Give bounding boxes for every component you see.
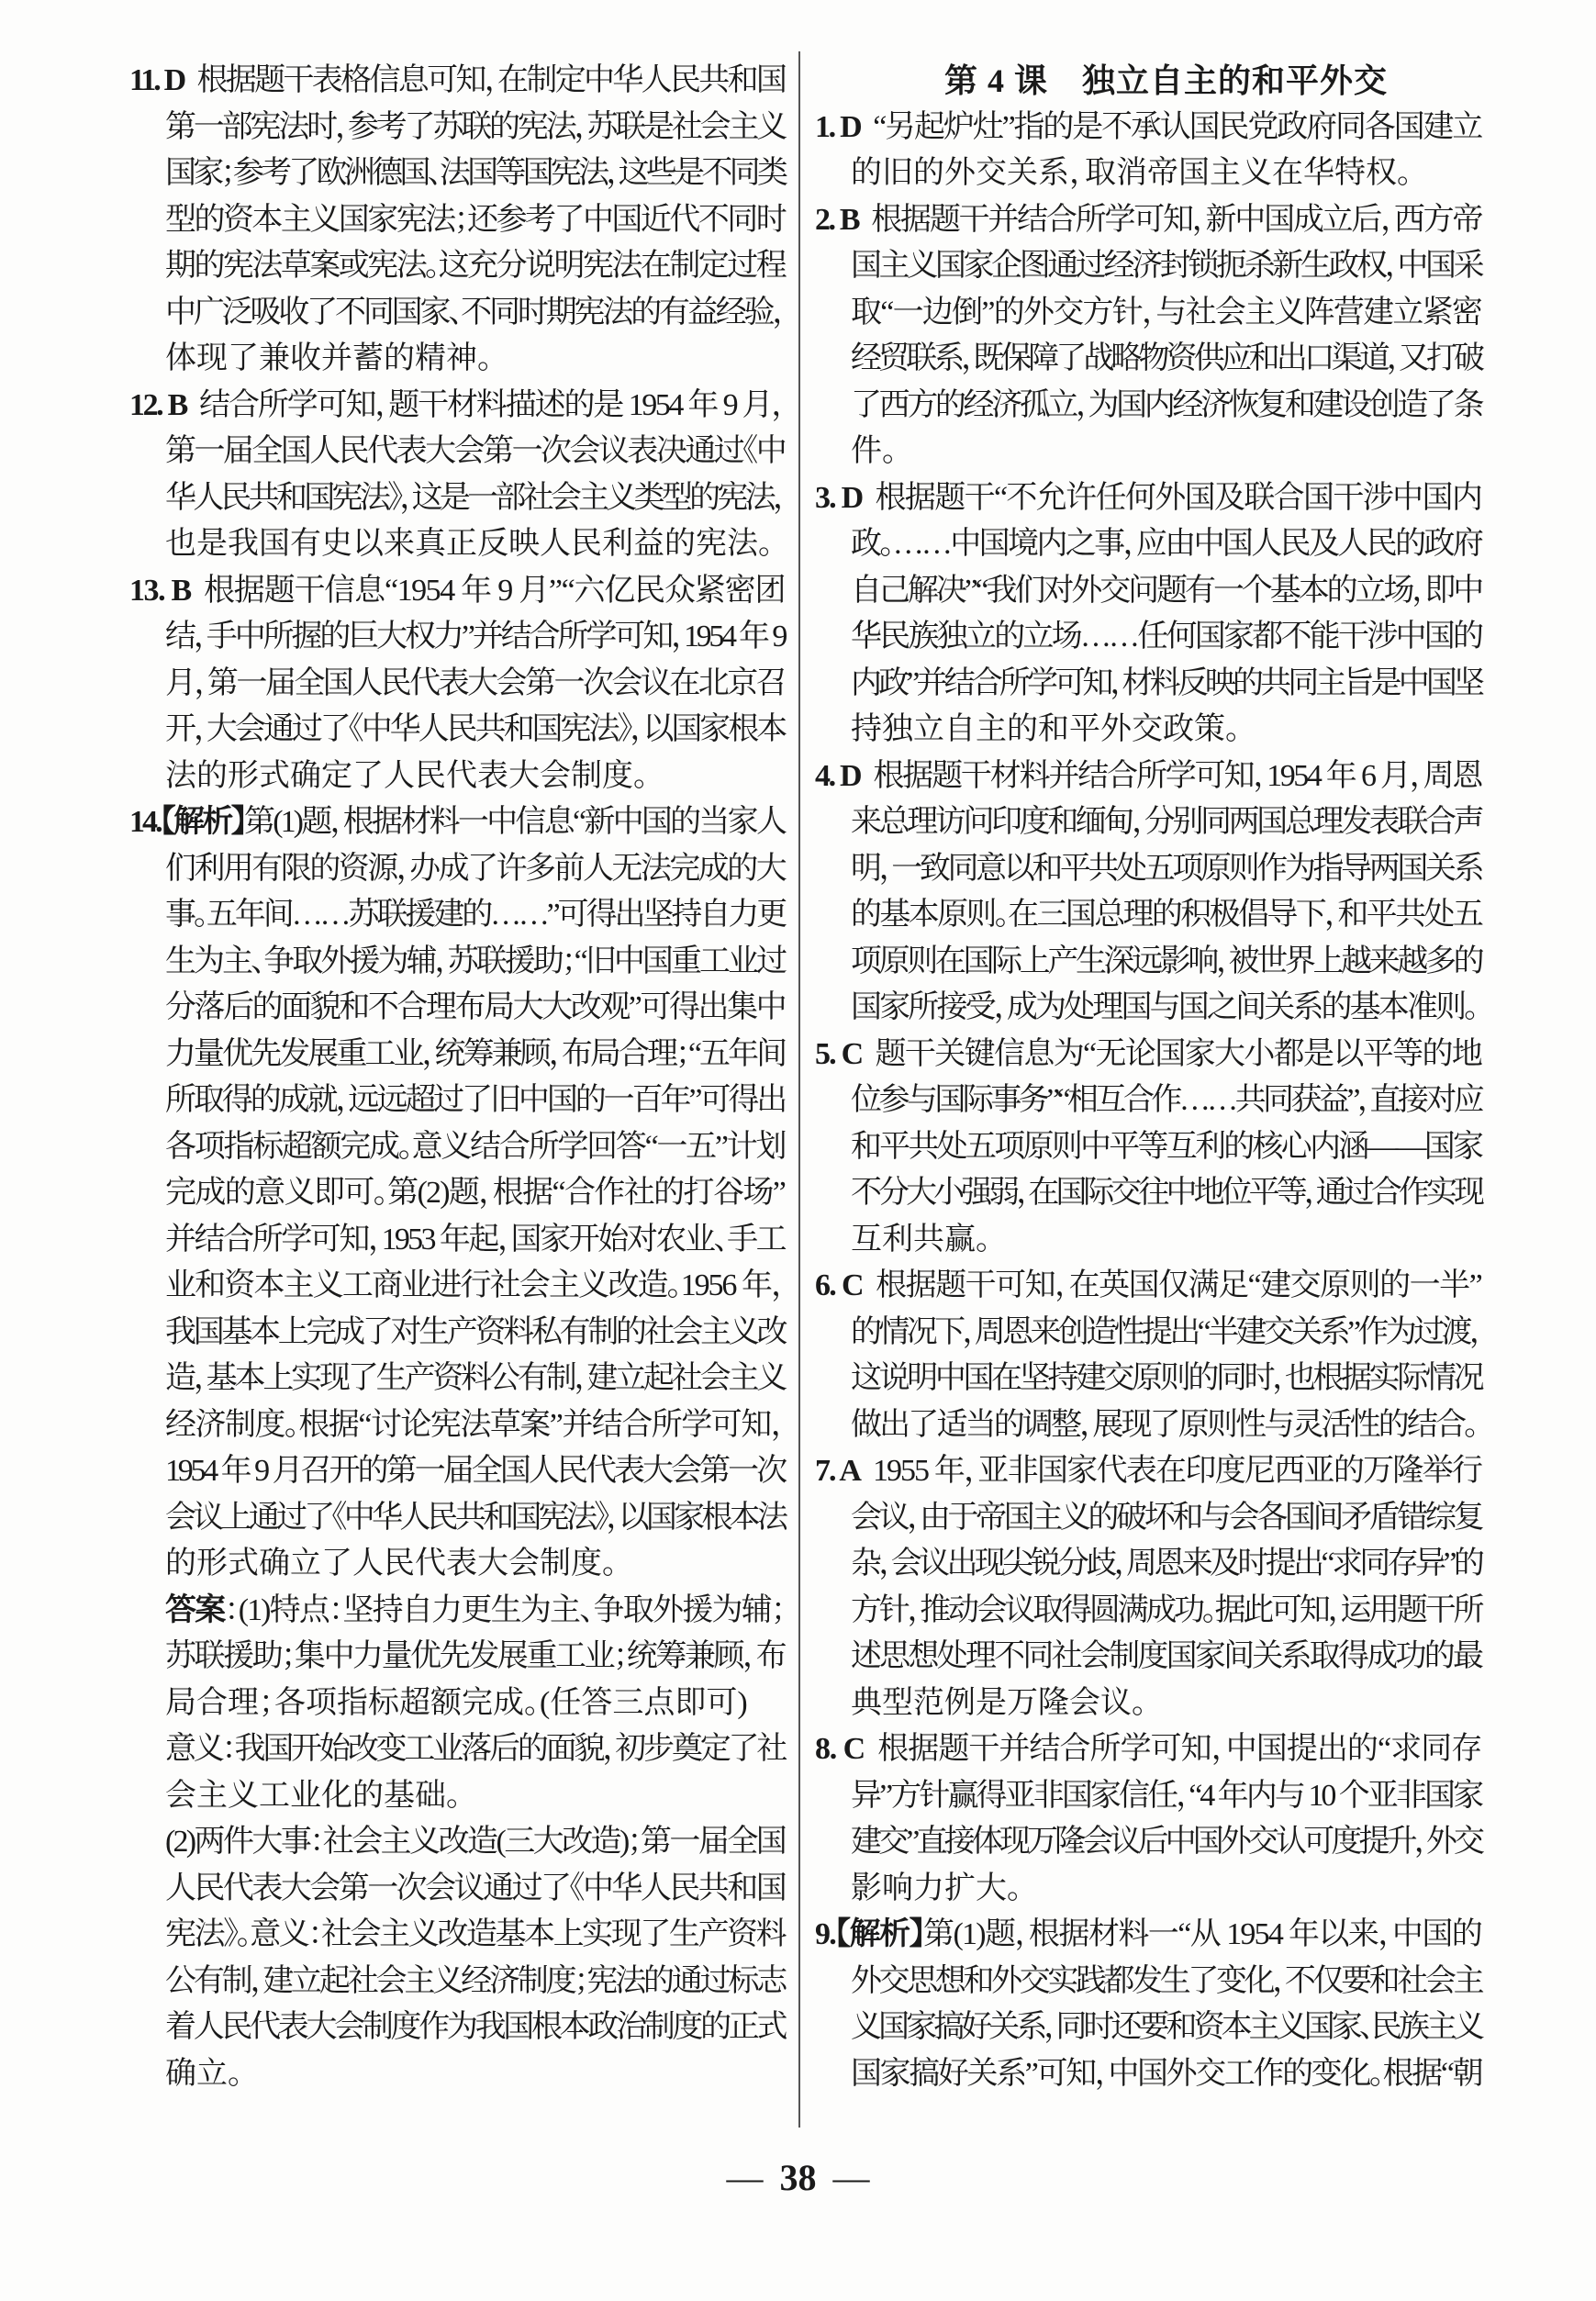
text-line [165, 1356, 785, 1402]
line-text: 分落后的面貌和不合理布局大大改观”可得出集中 [165, 990, 785, 1024]
text-line [129, 568, 785, 615]
line-text: 法的形式确定了人民代表大会制度。 [165, 758, 649, 793]
answer-item [815, 475, 1481, 754]
line-text: 结，手中所握的巨大权力”并结合所学可知，1954 年 9 [165, 620, 785, 653]
page-number: 38 [779, 2157, 817, 2198]
text-line [851, 799, 1481, 846]
text-line [165, 151, 785, 197]
line-text: 国主义国家企图通过经济封锁扼杀新生政权，中国采 [851, 249, 1481, 283]
text-line [165, 846, 785, 893]
text-line [165, 1912, 785, 1959]
text-line [851, 1078, 1481, 1124]
text-line [165, 1634, 785, 1681]
text-line [165, 521, 785, 568]
text-line [165, 290, 785, 337]
text-line [851, 1959, 1481, 2005]
item-label: 2. B [815, 202, 859, 237]
text-line [165, 754, 785, 800]
line-text: 建交”直接体现万隆会议后中国外交认可度提升，外交 [851, 1825, 1481, 1859]
text-line [851, 1541, 1481, 1588]
text-line [165, 1124, 785, 1171]
page-footer [0, 2155, 1596, 2201]
text-line [851, 614, 1481, 661]
text-line [165, 2005, 785, 2051]
line-text: 会主义工业化的基础。 [165, 1778, 462, 1813]
item-label: 12. B [129, 387, 186, 422]
line-text: 所取得的成就，远远超过了旧中国的一百年”可得出 [165, 1083, 785, 1117]
item-label: 6. C [815, 1268, 863, 1302]
text-line [851, 1634, 1481, 1681]
text-line [815, 1912, 1481, 1959]
line-text: 型的资本主义国家宪法；还参考了中国近代不同时 [165, 202, 785, 237]
line-text: 持独立自主的和平外交政策。 [851, 712, 1241, 746]
line-text: 华民族独立的立场……任何国家都不能干涉中国的 [851, 620, 1481, 653]
text-line [165, 1773, 785, 1820]
text-line [851, 1773, 1481, 1820]
line-text: 件。 [851, 434, 898, 468]
line-text: 国家搞好关系”可知，中国外交工作的变化。根据“朝 [851, 2056, 1481, 2091]
line-text: 根据题干并结合所学可知，新中国成立后，西方帝 [871, 202, 1481, 237]
line-text: 这说明中国在坚持建交原则的同时，也根据实际情况 [851, 1361, 1481, 1395]
text-line [851, 1356, 1481, 1402]
line-text: 苏联援助；集中力量优先发展重工业；统筹兼顾，布 [165, 1639, 785, 1673]
answer-item [129, 58, 785, 383]
answer-item [815, 1726, 1481, 1912]
line-text: 各项指标超额完成。意义结合所学回答“一五”计划 [165, 1129, 785, 1164]
footer-dash-left: — [726, 2157, 764, 2198]
line-text: 政。……中国境内之事，应由中国人民及人民的政府 [851, 527, 1481, 561]
line-text: 义国家搞好关系，同时还要和资本主义国家、民族主义 [851, 2010, 1481, 2044]
line-text: 了西方的经济孤立，为国内经济恢复和建设创造了条 [851, 387, 1481, 422]
line-text: 人民代表大会第一次会议通过了《中华人民共和国 [165, 1871, 785, 1905]
line-text: 中广泛吸收了不同国家、不同时期宪法的有益经验， [165, 295, 785, 330]
line-text: 业和资本主义工商业进行社会主义改造。1956 年， [165, 1268, 785, 1302]
text-line [165, 1866, 785, 1913]
line-text: 造，基本上实现了生产资料公有制，建立起社会主义 [165, 1361, 785, 1395]
text-line [165, 1588, 785, 1635]
line-text: 的情况下，周恩来创造性提出“半建交关系”作为过渡， [851, 1314, 1481, 1349]
text-line [165, 614, 785, 661]
line-text: 结合所学可知，题干材料描述的是 1954 年 9 月， [198, 387, 785, 422]
text-line [165, 1032, 785, 1078]
line-text: 期的宪法草案或宪法。这充分说明宪法在制定过程 [165, 249, 785, 283]
text-line [165, 707, 785, 754]
line-text: (2)两件大事：社会主义改造(三大改造)；第一届全国 [165, 1825, 785, 1859]
line-text: 确立。 [165, 2056, 243, 2091]
line-text: 明，一致同意以和平共处五项原则作为指导两国关系 [851, 851, 1481, 886]
line-text: 第(1)题，根据材料一“从 1954 年以来，中国的 [923, 1917, 1481, 1951]
line-text: 不分大小强弱，在国际交往中地位平等，通过合作实现 [851, 1176, 1481, 1210]
text-line [165, 105, 785, 151]
footer-dash-right: — [832, 2157, 870, 2198]
line-text: 们利用有限的资源，办成了许多前人无法完成的大 [165, 851, 785, 886]
text-line [129, 58, 785, 105]
text-line [165, 1402, 785, 1449]
text-line [815, 475, 1481, 522]
text-line [165, 892, 785, 939]
line-text: ：(1)特点：坚持自力更生为主、争取外援为辅； [224, 1592, 786, 1627]
line-text: 经济制度。根据“讨论宪法草案”并结合所学可知， [165, 1407, 785, 1442]
text-line [851, 1819, 1481, 1866]
answer-item [815, 105, 1481, 197]
line-text: 生为主、争取外援为辅，苏联援助；“旧中国重工业过 [165, 944, 785, 978]
text-line [851, 2051, 1481, 2098]
text-line [851, 1681, 1481, 1727]
answer-item [815, 1032, 1481, 1264]
line-text: 和平共处五项原则中平等互利的核心内涵——国家 [851, 1129, 1481, 1164]
text-line [165, 985, 785, 1032]
text-line [851, 568, 1481, 615]
text-line [851, 939, 1481, 986]
line-text: 也是我国有史以来真正反映人民利益的宪法。 [165, 527, 774, 561]
line-text: 并结合所学可知，1953 年起，国家开始对农业、手工 [165, 1222, 785, 1257]
line-text: 根据题干可知，在英国仅满足“建交原则的一半” [875, 1268, 1481, 1302]
line-text: 影响力扩大。 [851, 1871, 1022, 1905]
line-text: 我国基本上完成了对生产资料私有制的社会主义改 [165, 1314, 785, 1349]
text-line [851, 892, 1481, 939]
line-text: 述思想处理不同社会制度国家间关系取得成功的最 [851, 1639, 1481, 1673]
text-line [165, 1078, 785, 1124]
line-text: 题干关键信息为“无论国家大小都是以平等的地 [875, 1036, 1481, 1071]
text-line [815, 754, 1481, 800]
item-label: 8. C [815, 1732, 865, 1766]
answer-item [129, 383, 785, 568]
text-line [815, 1726, 1481, 1773]
line-text: 的形式确立了人民代表大会制度。 [165, 1547, 618, 1581]
text-line [165, 1959, 785, 2005]
line-text: 的旧的外交关系，取消帝国主义在华特权。 [851, 156, 1412, 190]
answer-item [815, 1448, 1481, 1726]
answer-block [165, 1588, 785, 2098]
line-text: 公有制，建立起社会主义经济制度；宪法的通过标志 [165, 1963, 785, 1998]
text-line [815, 197, 1481, 244]
right-column [815, 58, 1481, 2097]
line-text: 第一部宪法时，参考了苏联的宪法，苏联是社会主义 [165, 109, 785, 144]
line-text: 典型范例是万隆会议。 [851, 1685, 1147, 1720]
item-label: 5. C [815, 1036, 863, 1071]
text-line [129, 383, 785, 430]
line-text: 会议，由于帝国主义的破坏和与会各国间矛盾错综复 [851, 1500, 1481, 1535]
line-text: 内政”并结合所学可知，材料反映的共同主旨是中国坚 [851, 665, 1481, 700]
text-line [851, 290, 1481, 337]
line-text: 根据题干“不允许任何外国及联合国干涉中国内 [875, 480, 1481, 515]
text-line [815, 105, 1481, 151]
text-line [165, 939, 785, 986]
text-line [815, 1032, 1481, 1078]
line-text: 着人民代表大会制度作为我国根本政治制度的正式 [165, 2010, 785, 2044]
line-text: 外交思想和外交实践都发生了变化，不仅要和社会主 [851, 1963, 1481, 1998]
line-text: 开，大会通过了《中华人民共和国宪法》，以国家根本 [165, 712, 785, 746]
item-label: 9.【解析】 [815, 1917, 924, 1951]
line-text: 国家所接受，成为处理国与国之间关系的基本准则。 [851, 990, 1478, 1024]
line-text: 第一届全国人民代表大会第一次会议表决通过《中 [165, 434, 785, 468]
line-text: 经贸联系，既保障了战略物资供应和出口渠道，又打破 [851, 341, 1481, 375]
answer-item [129, 568, 785, 800]
text-line [851, 429, 1481, 475]
text-line [851, 661, 1481, 708]
line-text: 局合理；各项指标超额完成。(任答三点即可) [165, 1685, 748, 1720]
line-text: 位参与国际事务”“相互合作……共同获益”，直接对应 [851, 1083, 1481, 1117]
text-line [165, 1541, 785, 1588]
answer-item [815, 197, 1481, 475]
text-line [815, 1448, 1481, 1495]
text-line [165, 1495, 785, 1542]
text-line [851, 1310, 1481, 1357]
line-text: 项原则在国际上产生深远影响，被世界上越来越多的 [851, 944, 1481, 978]
text-line [851, 1866, 1481, 1913]
text-line [165, 243, 785, 290]
text-line [165, 1310, 785, 1357]
text-line [165, 2051, 785, 2098]
line-text: 1955 年，亚非国家代表在印度尼西亚的万隆举行 [873, 1454, 1481, 1488]
line-text: 方针，推动会议取得圆满成功。据此可知，运用题干所 [851, 1592, 1481, 1627]
item-label: 7. A [815, 1454, 861, 1488]
text-line [165, 1170, 785, 1217]
text-line [851, 1170, 1481, 1217]
line-text: 第(1)题，根据材料一中信息“新中国的当家人 [243, 805, 785, 839]
text-line [165, 661, 785, 708]
text-line [851, 1217, 1481, 1264]
line-text: 根据题干并结合所学可知，中国提出的“求同存 [877, 1732, 1481, 1766]
text-line [851, 1588, 1481, 1635]
line-text: 完成的意义即可。第(2)题，根据“合作社的打谷场” [165, 1176, 785, 1210]
text-line [165, 1217, 785, 1264]
answer-item [815, 754, 1481, 1032]
text-line [851, 521, 1481, 568]
text-line [165, 475, 785, 522]
line-text: “另起炉灶”指的是不承认国民党政府同各国建立 [873, 109, 1481, 144]
text-line [851, 1495, 1481, 1542]
text-line [851, 336, 1481, 383]
line-text: 事。五年间……苏联援建的……”可得出坚持自力更 [165, 898, 785, 932]
line-text: 的基本原则。在三国总理的积极倡导下，和平共处五 [851, 898, 1481, 932]
left-column [129, 58, 786, 2097]
text-line [165, 1681, 785, 1727]
text-line [851, 383, 1481, 430]
answer-item [129, 799, 785, 1588]
line-text: 国家；参考了欧洲德国、法国等国宪法，这些是不同类 [165, 156, 785, 190]
text-line [851, 243, 1481, 290]
line-text: 体现了兼收并蓄的精神。 [165, 341, 493, 375]
line-text: 做出了适当的调整，展现了原则性与灵活性的结合。 [851, 1407, 1478, 1442]
text-line [851, 2005, 1481, 2051]
text-line [165, 1819, 785, 1866]
text-line [851, 846, 1481, 893]
text-line [851, 1402, 1481, 1449]
line-text: 力量优先发展重工业，统筹兼顾，布局合理；“五年间 [165, 1036, 785, 1071]
text-line [165, 336, 785, 383]
item-label: 14.【解析】 [129, 805, 244, 839]
text-line [851, 1124, 1481, 1171]
item-label: 3. D [815, 480, 863, 515]
item-label: 11. D [129, 63, 184, 97]
text-line [851, 707, 1481, 754]
line-text: 自己解决”“我们对外交问题有一个基本的立场，即中 [851, 573, 1481, 608]
line-text: 1954 年 9 月召开的第一届全国人民代表大会第一次 [165, 1454, 785, 1488]
line-text: 意义：我国开始改变工业落后的面貌，初步奠定了社 [165, 1732, 785, 1766]
item-label: 4. D [815, 758, 861, 793]
line-text: 月，第一届全国人民代表大会第一次会议在北京召 [165, 665, 785, 700]
column-divider [798, 51, 800, 2128]
line-text: 取“一边倒”的外交方针，与社会主义阵营建立紧密 [851, 295, 1481, 330]
line-text: 异”方针赢得亚非国家信任，“4 年内与 10 个亚非国家 [851, 1778, 1481, 1813]
line-text: 互利共赢。 [851, 1222, 991, 1257]
line-text: 宪法》。意义：社会主义改造基本上实现了生产资料 [165, 1917, 785, 1951]
line-text: 根据题干信息“1954 年 9 月”“六亿民众紧密团 [203, 573, 785, 608]
answer-key-label: 答案 [165, 1592, 225, 1627]
text-line [165, 1726, 785, 1773]
item-label: 1. D [815, 109, 861, 144]
text-line [851, 985, 1481, 1032]
text-line [165, 1448, 785, 1495]
text-line [165, 197, 785, 244]
line-text: 根据题干表格信息可知，在制定中华人民共和国 [196, 63, 785, 97]
line-text: 会议上通过了《中华人民共和国宪法》，以国家根本法 [165, 1500, 785, 1535]
text-line [129, 799, 785, 846]
text-line [165, 1263, 785, 1310]
line-text: 杂，会议出现尖锐分歧，周恩来及时提出“求同存异”的 [851, 1547, 1481, 1581]
text-line [815, 1263, 1481, 1310]
line-text: 来总理访问印度和缅甸，分别同两国总理发表联合声 [851, 805, 1481, 839]
item-label: 13. B [129, 573, 191, 608]
text-line [851, 151, 1481, 197]
line-text: 华人民共和国宪法》，这是一部社会主义类型的宪法， [165, 480, 785, 515]
answer-item [815, 1263, 1481, 1448]
line-text: 根据题干材料并结合所学可知，1954 年 6 月，周恩 [873, 758, 1481, 793]
text-line [165, 429, 785, 475]
lesson-title: 第 4 课 独立自主的和平外交 [943, 62, 1388, 99]
answer-item [815, 1912, 1481, 2097]
